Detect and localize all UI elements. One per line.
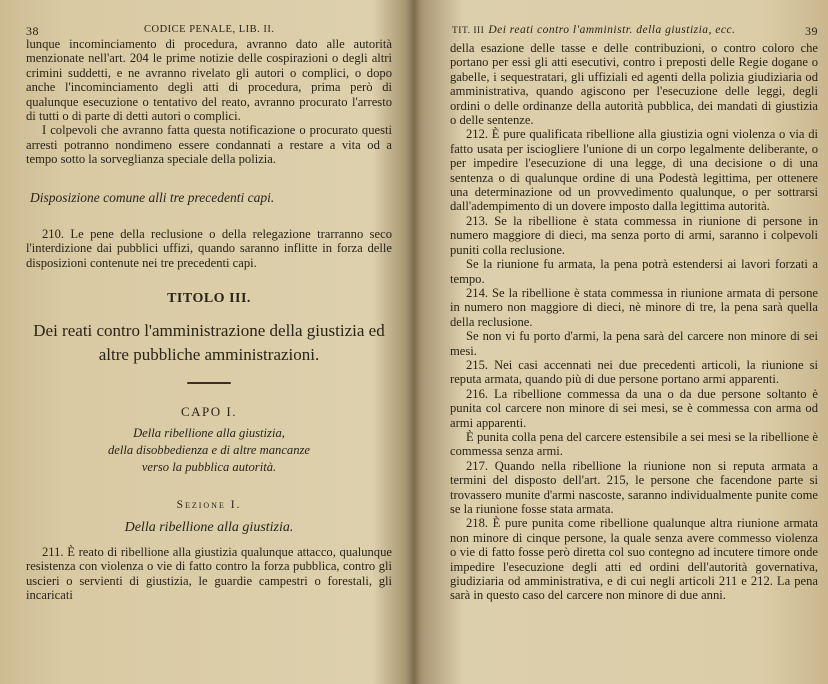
right-running-title [452,24,736,36]
left-page [0,0,412,684]
titolo-heading: TITOLO III. [167,291,251,307]
section-heading: Disposizione comune alli tre precedenti capi. [30,189,275,205]
left-running-title: CODICE PENALE, LIB. II. [144,24,275,35]
left-page-number: 38 [26,24,39,38]
paragraph: 217. Quando nella ribellione la riunione non si reputa armata a termini del disposto dell'art. 215, le persone che facendone parte si trovassero munite d'armi nascoste, saranno individualmente punite come se la riunione fosse stata armata. [450,458,818,516]
paragraph: della esazione delle tasse e delle contribuzioni, o contro coloro che portano per essi gli atti esecutivi, contro i preposti delle Regie dogane o gabelle, i sequestratari, gli uffiziali ed agenti della polizia giudiziaria od amministrativa, quando agiscono per l'esecuzione delle leggi, degli ordini o delle ordinanze della autorità pubblica, dei mandati di giustizia o delle sentenze. [450,41,818,128]
right-page-body [450,41,818,603]
sezione-subtitle: Della ribellione alla giustizia. [124,519,294,535]
paragraph: È punita colla pena del carcere estensibile a sei mesi se la ribellione è commessa senza armi. [450,429,818,459]
left-page-body [26,37,392,603]
paragraph: Se non vi fu porto d'armi, la pena sarà del carcere non minore di sei mesi. [450,329,818,358]
right-running-title-prefix: TIT. III [452,26,485,36]
capo-subtitle-line: della disobbedienza e di altre mancanze [107,443,311,458]
titolo-subtitle: Dei reati contro l'amministrazione della giustizia ed altre pubbliche amministrazioni. [33,320,385,364]
paragraph: 211. È reato di ribellione alla giustizia qualunque attacco, qualunque resistenza con violenza o vie di fatto contro la forza pubblica, contro gli uscieri o servienti di giustizia, le guardie campestri o forestali, gli incaricati [26,544,392,603]
paragraph: 213. Se la ribellione è stata commessa in riunione di persone in numero maggiore di dieci, ma senza porto di armi, saranno i colpevoli puniti colla reclusione. [450,213,818,257]
paragraph: 216. La ribellione commessa da una o da due persone soltanto è punita col carcere non minore di sei mesi, se è commessa con arma od armi apparenti. [450,386,818,430]
paragraph: I colpevoli che avranno fatta questa notificazione o procurato questi arresti potranno nondimeno essere condannati a restare a vita od a tempo sotto la sorveglianza speciale della polizia. [26,123,392,167]
capo-subtitle-line: verso la pubblica autorità. [141,460,277,475]
paragraph: 214. Se la ribellione è stata commessa in riunione armata di persone in numero non maggiore di dieci, nè minore di tre, la pena sarà quella della reclusione. [450,285,818,329]
paragraph: 212. È pure qualificata ribellione alla giustizia ogni violenza o via di fatto usata per isciogliere l'unione di un corpo legalmente deliberante, o per impedire l'esecuzione di una legge, di una decisione o di una sentenza o di qualunque ordine di una Podestà legittima, per ottenere una determinazione od un provvedimento qualunque, o per sottrarsi dall'adempimento di un dovere imposto dalla legittima autorità. [450,127,818,214]
paragraph: 210. Le pene della reclusione o della relegazione trarranno seco l'interdizione dai pubblici uffizi, quando saranno inflitte in forza delle disposizioni contenute nei tre precedenti capi. [26,227,392,270]
capo-heading: CAPO I. [180,403,237,419]
paragraph: lunque incominciamento di procedura, avranno dato alle autorità menzionate nell'art. 204 le prime notizie delle cospirazioni o degli altri crimini suddetti, e ne avranno rivelato gli autori o complici, o dopo anche l'incominciamento degli atti di procedura, prima però di qualunque esecuzione o tentativo del reato, avranno procurato l'arresto di tutti o di parte di detti autori o complici. [26,37,392,124]
paragraph: 218. È pure punita come ribellione qualunque altra riunione armata non minore di cinque persone, la quale senza avere commesso violenza o vie di fatto fosse però diretta col suo contegno ad incutere timore onde impedire l'esecuzione degli atti ed ordini dell'autorità governativa, giudiziaria od amministrativa, e di cui negli articoli 211 e 212. La pena sarà in questo caso del carcere non minore di due anni. [450,516,818,603]
capo-subtitle [26,425,392,476]
paragraph: Se la riunione fu armata, la pena potrà estendersi ai lavori forzati a tempo. [450,257,818,286]
right-page-number: 39 [805,24,818,38]
right-running-title-text: Dei reati contro l'amministr. della giustizia, ecc. [488,24,736,36]
capo-subtitle-line: Della ribellione alla giustizia, [133,426,285,441]
paragraph: 215. Nei casi accennati nei due precedenti articoli, la riunione si reputa armata, quando più di due persone portano armi apparenti. [450,357,818,387]
sezione-heading: Sezione I. [176,499,242,512]
ornament-divider [187,381,231,385]
right-page [416,0,828,684]
